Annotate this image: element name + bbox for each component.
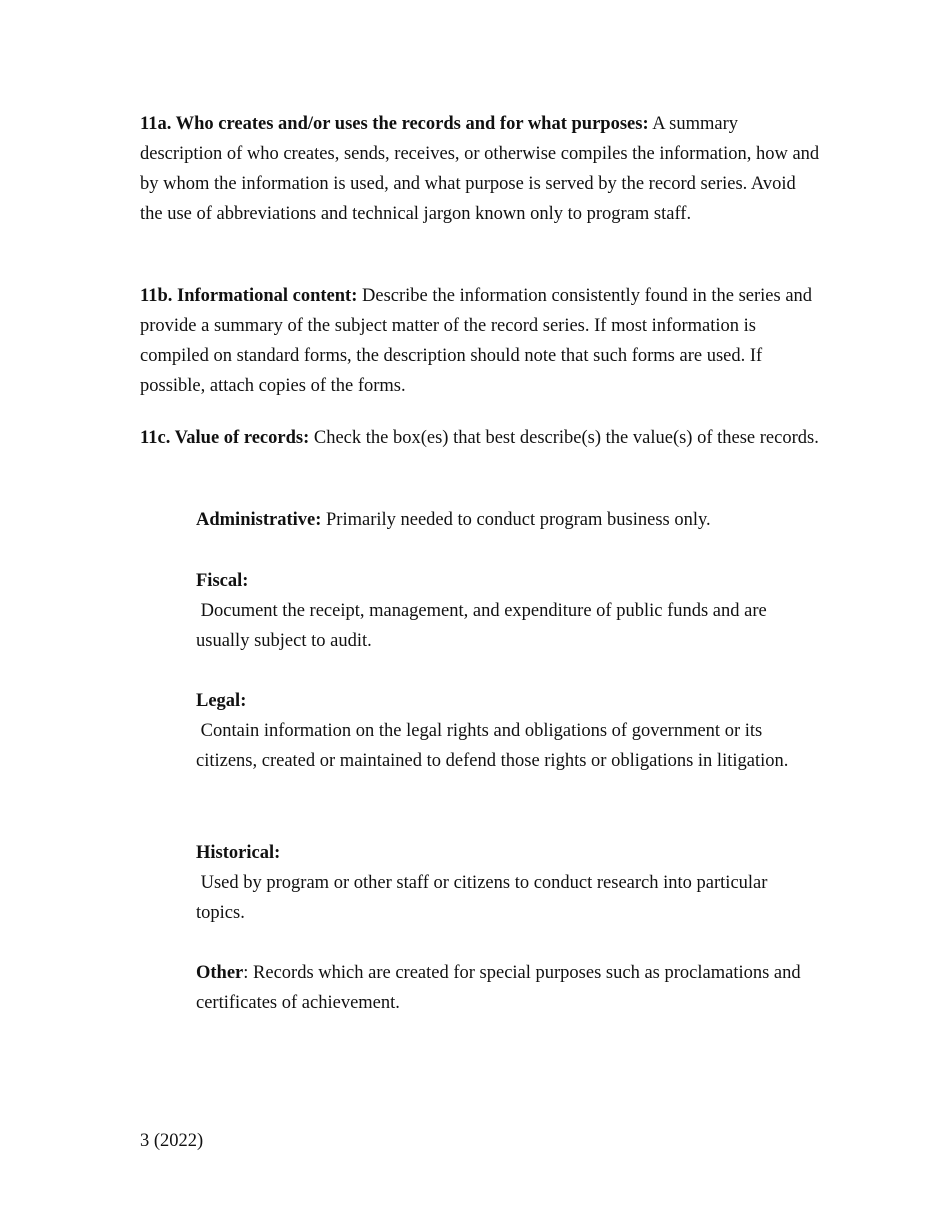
section-11a — [140, 109, 820, 229]
section-11b — [140, 281, 820, 401]
value-other — [196, 958, 806, 1018]
value-fiscal-body: Document the receipt, management, and expenditure of public funds and are usually subject to audit. — [196, 601, 772, 651]
section-11c — [140, 423, 820, 453]
section-11a-heading: 11a. Who creates and/or uses the records and for what purposes: — [140, 114, 649, 134]
value-legal-heading: Legal: — [196, 691, 247, 711]
value-fiscal-heading: Fiscal: — [196, 571, 249, 591]
value-other-body: : Records which are created for special purposes such as proclamations and certificates of achievement. — [196, 963, 801, 1013]
value-administrative-heading: Administrative: — [196, 510, 322, 530]
section-11c-heading: 11c. Value of records: — [140, 428, 310, 448]
value-legal — [196, 686, 806, 776]
value-legal-body: Contain information on the legal rights and obligations of government or its citizens, created or maintained to defend those rights or obligations in litigation. — [196, 721, 789, 771]
section-11b-heading: 11b. Informational content: — [140, 286, 358, 306]
page-footer: 3 (2022) — [140, 1131, 204, 1151]
value-administrative — [196, 505, 806, 535]
value-historical-heading: Historical: — [196, 843, 281, 863]
value-historical-body: Used by program or other staff or citizens to conduct research into particular topics. — [196, 873, 773, 923]
value-administrative-body: Primarily needed to conduct program business only. — [321, 510, 711, 530]
value-fiscal — [196, 566, 806, 656]
value-other-heading: Other — [196, 963, 244, 983]
section-11c-body: Check the box(es) that best describe(s) the value(s) of these records. — [309, 428, 819, 448]
section-11a-body: A summary description of who creates, sends, receives, or otherwise compiles the information, how and by whom the information is used, and what purpose is served by the record series. Avoid the use of abbreviations and technical jargon known only to program staff. — [140, 114, 820, 224]
value-historical — [196, 838, 806, 928]
section-11b-body: Describe the information consistently found in the series and provide a summary of the subject matter of the record series. If most information is compiled on standard forms, the description should note that such forms are used. If possible, attach copies of the forms. — [140, 286, 813, 396]
